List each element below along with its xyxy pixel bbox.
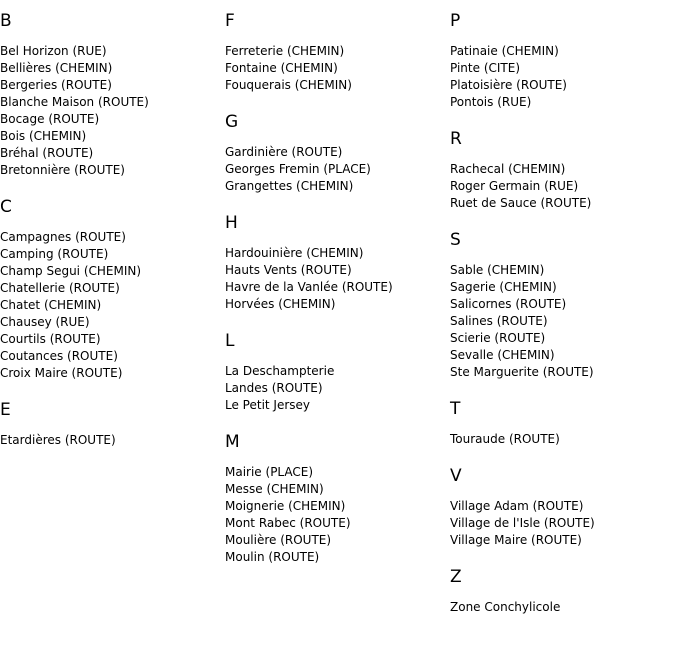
street-item <box>225 481 445 498</box>
street-item <box>225 144 445 161</box>
street-link-bretonniere-route[interactable]: Bretonnière (ROUTE) <box>0 163 125 177</box>
street-link-courtils-route[interactable]: Courtils (ROUTE) <box>0 332 101 346</box>
letter-section-t <box>450 398 670 448</box>
street-item <box>450 498 670 515</box>
street-item <box>0 145 220 162</box>
street-link-village-maire-route[interactable]: Village Maire (ROUTE) <box>450 533 582 547</box>
street-list <box>225 144 445 195</box>
street-link-village-adam-route[interactable]: Village Adam (ROUTE) <box>450 499 584 513</box>
street-item <box>450 515 670 532</box>
street-item <box>0 348 220 365</box>
letter-section-g <box>225 111 445 195</box>
street-item <box>450 431 670 448</box>
letter-section-s <box>450 229 670 381</box>
street-link-sagerie-chemin[interactable]: Sagerie (CHEMIN) <box>450 280 557 294</box>
street-item <box>225 498 445 515</box>
street-link-moulin-route[interactable]: Moulin (ROUTE) <box>225 550 320 564</box>
letter-section-z <box>450 566 670 616</box>
street-column <box>450 10 670 633</box>
street-link-bois-chemin[interactable]: Bois (CHEMIN) <box>0 129 87 143</box>
letter-section-b <box>0 10 220 179</box>
street-link-hardouiniere-chemin[interactable]: Hardouinière (CHEMIN) <box>225 246 364 260</box>
street-link-grangettes-chemin[interactable]: Grangettes (CHEMIN) <box>225 179 354 193</box>
letter-section-l <box>225 330 445 414</box>
letter-heading: T <box>450 399 461 419</box>
street-item <box>0 297 220 314</box>
street-link-bellieres-chemin[interactable]: Bellières (CHEMIN) <box>0 61 113 75</box>
street-link-rachecal-chemin[interactable]: Rachecal (CHEMIN) <box>450 162 566 176</box>
street-link-le-petit-jersey[interactable]: Le Petit Jersey <box>225 398 311 412</box>
street-link-mouliere-route[interactable]: Moulière (ROUTE) <box>225 533 332 547</box>
street-link-touraude-route[interactable]: Touraude (ROUTE) <box>450 432 560 446</box>
street-link-platoisiere-route[interactable]: Platoisière (ROUTE) <box>450 78 567 92</box>
street-item <box>225 161 445 178</box>
street-item <box>225 380 445 397</box>
street-link-campagnes-route[interactable]: Campagnes (ROUTE) <box>0 230 126 244</box>
street-item <box>0 128 220 145</box>
street-link-zone-conchylicole[interactable]: Zone Conchylicole <box>450 600 561 614</box>
street-link-hauts-vents-route[interactable]: Hauts Vents (ROUTE) <box>225 263 352 277</box>
street-link-patinaie-chemin[interactable]: Patinaie (CHEMIN) <box>450 44 559 58</box>
street-link-mont-rabec-route[interactable]: Mont Rabec (ROUTE) <box>225 516 351 530</box>
street-link-camping-route[interactable]: Camping (ROUTE) <box>0 247 109 261</box>
street-link-pontois-rue[interactable]: Pontois (RUE) <box>450 95 532 109</box>
street-item <box>0 365 220 382</box>
letter-section-e <box>0 399 220 449</box>
street-item <box>450 161 670 178</box>
street-item <box>0 432 220 449</box>
street-link-gardiniere-route[interactable]: Gardinière (ROUTE) <box>225 145 343 159</box>
street-item <box>225 77 445 94</box>
street-item <box>450 313 670 330</box>
street-item <box>450 195 670 212</box>
letter-heading: V <box>450 466 462 486</box>
street-link-chausey-rue[interactable]: Chausey (RUE) <box>0 315 90 329</box>
letter-heading: R <box>450 129 462 149</box>
street-item <box>225 549 445 566</box>
street-link-blanche-maison-route[interactable]: Blanche Maison (ROUTE) <box>0 95 149 109</box>
street-link-croix-maire-route[interactable]: Croix Maire (ROUTE) <box>0 366 123 380</box>
street-item <box>225 60 445 77</box>
street-link-ruet-de-sauce-route[interactable]: Ruet de Sauce (ROUTE) <box>450 196 592 210</box>
letter-section-p <box>450 10 670 111</box>
street-item <box>450 296 670 313</box>
street-link-landes-route[interactable]: Landes (ROUTE) <box>225 381 323 395</box>
street-item <box>450 330 670 347</box>
street-list <box>450 431 670 448</box>
street-item <box>0 162 220 179</box>
street-link-bergeries-route[interactable]: Bergeries (ROUTE) <box>0 78 112 92</box>
street-link-roger-germain-rue[interactable]: Roger Germain (RUE) <box>450 179 579 193</box>
street-list <box>225 363 445 414</box>
street-item <box>225 262 445 279</box>
street-list <box>450 43 670 111</box>
street-list <box>450 262 670 381</box>
street-column <box>0 10 220 466</box>
street-item <box>450 94 670 111</box>
street-item <box>225 397 445 414</box>
street-link-coutances-route[interactable]: Coutances (ROUTE) <box>0 349 118 363</box>
street-link-moignerie-chemin[interactable]: Moignerie (CHEMIN) <box>225 499 346 513</box>
street-link-bocage-route[interactable]: Bocage (ROUTE) <box>0 112 100 126</box>
letter-section-v <box>450 465 670 549</box>
street-link-fouquerais-chemin[interactable]: Fouquerais (CHEMIN) <box>225 78 352 92</box>
street-item <box>0 246 220 263</box>
street-list <box>450 498 670 549</box>
street-item <box>225 178 445 195</box>
street-link-ferreterie-chemin[interactable]: Ferreterie (CHEMIN) <box>225 44 345 58</box>
letter-heading: E <box>0 400 11 420</box>
street-list <box>0 43 220 179</box>
street-item <box>450 178 670 195</box>
letter-section-f <box>225 10 445 94</box>
street-item <box>450 599 670 616</box>
letter-section-c <box>0 196 220 382</box>
letter-heading: C <box>0 197 12 217</box>
street-item <box>0 263 220 280</box>
letter-heading: Z <box>450 567 462 587</box>
street-link-pinte-cite[interactable]: Pinte (CITE) <box>450 61 521 75</box>
street-link-fontaine-chemin[interactable]: Fontaine (CHEMIN) <box>225 61 338 75</box>
street-item <box>450 532 670 549</box>
street-link-scierie-route[interactable]: Scierie (ROUTE) <box>450 331 546 345</box>
street-link-messe-chemin[interactable]: Messe (CHEMIN) <box>225 482 324 496</box>
street-link-chatellerie-route[interactable]: Chatellerie (ROUTE) <box>0 281 120 295</box>
street-item <box>450 43 670 60</box>
street-column <box>225 10 445 583</box>
street-item <box>225 532 445 549</box>
street-link-salicornes-route[interactable]: Salicornes (ROUTE) <box>450 297 567 311</box>
street-link-brehal-route[interactable]: Bréhal (ROUTE) <box>0 146 94 160</box>
street-item <box>225 296 445 313</box>
street-item <box>225 515 445 532</box>
street-link-mairie-place[interactable]: Mairie (PLACE) <box>225 465 314 479</box>
street-item <box>0 229 220 246</box>
street-link-havre-de-la-vanlee-route[interactable]: Havre de la Vanlée (ROUTE) <box>225 280 393 294</box>
street-link-ste-marguerite-route[interactable]: Ste Marguerite (ROUTE) <box>450 365 594 379</box>
letter-heading: B <box>0 11 12 31</box>
letter-section-h <box>225 212 445 313</box>
street-link-salines-route[interactable]: Salines (ROUTE) <box>450 314 548 328</box>
street-item <box>450 262 670 279</box>
street-list <box>450 599 670 616</box>
street-list <box>0 229 220 382</box>
street-list <box>225 43 445 94</box>
letter-heading: S <box>450 230 461 250</box>
street-item <box>0 280 220 297</box>
street-item <box>225 279 445 296</box>
street-item <box>0 77 220 94</box>
street-list <box>225 245 445 313</box>
letter-heading: M <box>225 432 240 452</box>
street-link-champ-segui-chemin[interactable]: Champ Segui (CHEMIN) <box>0 264 142 278</box>
street-link-sevalle-chemin[interactable]: Sevalle (CHEMIN) <box>450 348 555 362</box>
letter-heading: L <box>225 331 235 351</box>
street-item <box>450 279 670 296</box>
street-list <box>0 432 220 449</box>
street-link-horvees-chemin[interactable]: Horvées (CHEMIN) <box>225 297 336 311</box>
street-link-la-deschampterie[interactable]: La Deschampterie <box>225 364 335 378</box>
street-item <box>450 60 670 77</box>
street-link-bel-horizon-rue[interactable]: Bel Horizon (RUE) <box>0 44 107 58</box>
letter-heading: F <box>225 11 235 31</box>
street-item <box>225 43 445 60</box>
street-item <box>0 331 220 348</box>
street-item <box>450 347 670 364</box>
street-link-village-de-l-isle-route[interactable]: Village de l'Isle (ROUTE) <box>450 516 595 530</box>
letter-section-m <box>225 431 445 566</box>
street-item <box>0 314 220 331</box>
street-link-chatet-chemin[interactable]: Chatet (CHEMIN) <box>0 298 102 312</box>
street-link-georges-fremin-place[interactable]: Georges Fremin (PLACE) <box>225 162 371 176</box>
street-item <box>0 43 220 60</box>
street-item <box>225 245 445 262</box>
street-item <box>450 77 670 94</box>
street-item <box>225 464 445 481</box>
letter-heading: P <box>450 11 461 31</box>
street-link-sable-chemin[interactable]: Sable (CHEMIN) <box>450 263 545 277</box>
letter-section-r <box>450 128 670 212</box>
street-item <box>0 60 220 77</box>
street-item <box>0 111 220 128</box>
letter-heading: H <box>225 213 238 233</box>
street-item <box>0 94 220 111</box>
street-item <box>225 363 445 380</box>
street-list <box>225 464 445 566</box>
letter-heading: G <box>225 112 239 132</box>
street-link-etardieres-route[interactable]: Etardières (ROUTE) <box>0 433 116 447</box>
street-list <box>450 161 670 212</box>
street-item <box>450 364 670 381</box>
